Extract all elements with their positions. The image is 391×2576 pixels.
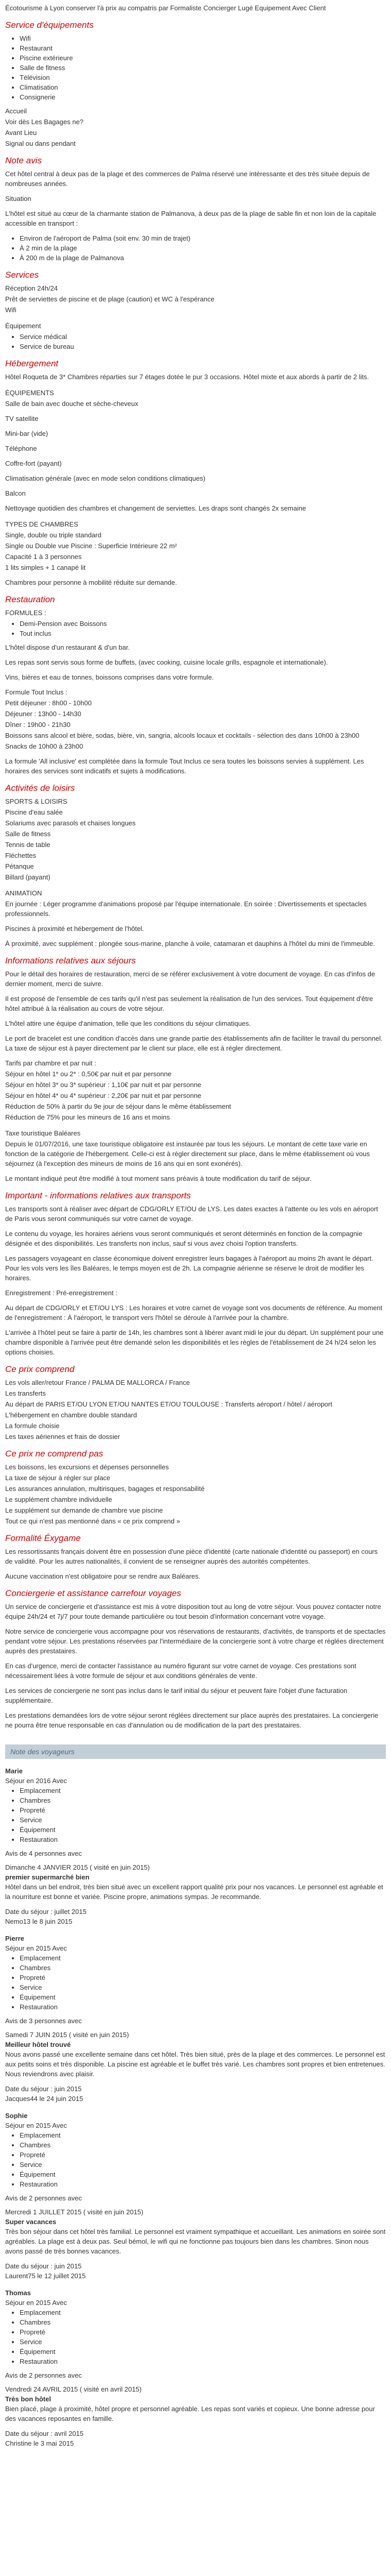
paragraph: L'hôtel est situé au cœur de la charmante station de Palmanova, à deux pas de la plage de sable fin et non loin de la capitale accessible en transport : [5, 210, 377, 227]
section-title-formalites: Formalité Éxygame [5, 1533, 81, 1543]
ce-prix-ne-line: Les assurances annulation, multirisques, bagages et responsabilité [5, 1485, 205, 1493]
equip-line: Nettoyage quotidien des chambres et changement de serviettes. Les draps sont changés 2x semaine [5, 504, 306, 512]
types-heading: TYPES DE CHAMBRES [5, 520, 78, 528]
review-score-label: Avis de 2 personnes avec [5, 2371, 82, 2379]
ce-prix-ne-line: Tout ce qui n'est pas mentionné dans « ce prix comprend » [5, 1517, 181, 1525]
sport-line: Fléchettes [5, 852, 36, 859]
review-footer: Jacques44 le 24 juin 2015 [5, 2095, 84, 2103]
section-title-ce-prix-ne: Ce prix ne comprend pas [5, 1449, 103, 1459]
list-item: • Service [20, 1982, 386, 1992]
paragraph: Le port de bracelet est une condition d'accès dans une grande partie des établissements afin de faciliter le travail du personnel. La taxe de séjour est à payer directement par le client sur place, elle est à régler directement. [5, 1035, 383, 1052]
list-item: • Emplacement [20, 2130, 386, 2140]
review-text: Bien placé, plage à proximité, hôtel propre et personnel agréable. Les repas sont variés et copieux. Une bonne adresse pour des vacances reposantes en famille. [5, 2405, 375, 2422]
list-item: • Chambres [20, 2317, 386, 2327]
concierge-section [5, 1588, 386, 1730]
ce-prix-line: Au départ de PARIS ET/OU LYON ET/OU NANTES ET/OU TOULOUSE : Transferts aéroport / hôtel / aéroport [5, 1400, 333, 1408]
tout-line: Petit déjeuner : 8h00 - 10h00 [5, 699, 92, 707]
review-categories [5, 2308, 386, 2366]
paragraph: Le contenu du voyage, les horaires aériens vous seront communiqués et seront déterminés en fonction de la compagnie désignée et des disponibilités. Les transferts non inclus, sauf si vous avez choisi l'option transferts. [5, 1230, 363, 1247]
list-item: • Service [20, 2337, 386, 2347]
review-visit: Vendredi 24 AVRIL 2015 ( visité en avril 2015) [5, 2385, 142, 2393]
tout-line: Boissons sans alcool et bière, sodas, bière, vin, sangria, alcools locaux et cocktails - sélection des dans 10h00 à 23h00 [5, 732, 360, 739]
paragraph: Vins, bières et eau de tonnes, boissons comprises dans votre formule. [5, 673, 214, 681]
section-title-restauration: Restauration [5, 595, 55, 604]
section-title-concierge: Conciergerie et assistance carrefour voyages [5, 1588, 182, 1598]
sport-line: Pétanque [5, 862, 34, 870]
paragraph: La formule 'All inclusive' est complétée dans la formule Tout Inclus ce sera toutes les boissons servies à supplément. Les horaires des services sont indicatifs et sujets à modifications. [5, 757, 364, 775]
type-line: Capacité 1 à 3 personnes [5, 553, 82, 561]
list-item: • Tout inclus [20, 629, 386, 638]
list-item: • Propreté [20, 1973, 386, 1982]
list-item: • Propreté [20, 2150, 386, 2160]
review-date: Séjour en 2016 Avec [5, 1777, 67, 1785]
review-text: Très bon séjour dans cet hôtel très familial. Le personnel est vraiment sympathique et accueillant. Les animations en soirée sont agréables. La plage est à deux pas. Seul bémol, le wifi qui ne fonctionne pas toujours bien dans les chambres. Sinon nous avons passé de très bonnes vacances. [5, 2228, 386, 2255]
review-title: premier supermarché bien [5, 1873, 90, 1881]
notes-list [5, 233, 386, 263]
paragraph: Cet hôtel central à deux pas de la plage et des commerces de Palma réservé une intéressante et des très située depuis de nombreuses années. [5, 170, 370, 188]
list-item: • Piscine extérieure [20, 53, 386, 63]
ce-prix-ne-line: Le supplément chambre individuelle [5, 1496, 112, 1503]
review-date: Séjour en 2015 Avec [5, 2299, 67, 2307]
review-footer: Laurent75 le 12 juillet 2015 [5, 2272, 86, 2280]
paragraph: L'hôtel dispose d'un restaurant & d'un bar. [5, 643, 130, 651]
list-item: • Service [20, 2160, 386, 2170]
review-item [5, 2111, 386, 2281]
section-title-ce-prix: Ce prix comprend [5, 1364, 75, 1374]
review-footer: Christine le 3 mai 2015 [5, 2439, 74, 2447]
checkin-line: Signal ou dans pendant [5, 140, 76, 147]
equip-line: Téléphone [5, 445, 37, 452]
equip-heading: ÉQUIPEMENTS [5, 389, 54, 397]
review-title: Super vacances [5, 2218, 57, 2226]
review-date: Séjour en 2015 Avec [5, 2122, 67, 2129]
type-line: Single ou Double vue Piscine : Superficie Intérieure 22 m² [5, 542, 177, 550]
review-visit: Samedi 7 JUIN 2015 ( visité en juin 2015) [5, 2031, 129, 2039]
section-title-services2: Services [5, 270, 39, 280]
list-item: • Consignerie [20, 92, 386, 102]
tout-line: Dîner : 19h00 - 21h30 [5, 721, 71, 728]
ce-prix-ne-line: La taxe de séjour à régler sur place [5, 1474, 110, 1482]
sport-line: Tennis de table [5, 841, 51, 849]
services-list [5, 33, 386, 102]
list-item: • Service médical [20, 332, 386, 342]
reviewer-name: Marie [5, 1767, 23, 1775]
list-item: • Équipement [20, 2347, 386, 2357]
checkin-label: Accueil [5, 107, 27, 115]
list-item: • Équipement [20, 1825, 386, 1835]
review-visit: Mercredi 1 JUILLET 2015 ( visité en juin 2015) [5, 2208, 143, 2216]
ce-prix-ne-line: Le supplément sur demande de chambre vue piscine [5, 1506, 163, 1514]
list-item: • Emplacement [20, 1953, 386, 1963]
service-line: Wifi [5, 306, 17, 314]
paragraph: Il est proposé de l'ensemble de ces tarifs qu'il n'est pas seulement la réalisation de l'un des services. Tout équipement d'être hôtel attribué à la réalisation au cours de votre séjour. [5, 995, 373, 1012]
equip-line: Climatisation générale (avec en mode selon conditions climatiques) [5, 474, 206, 482]
review-title: Très bon hôtel [5, 2395, 51, 2403]
paragraph: En journée : Léger programme d'animations proposé par l'équipe internationale. En soirée : Divertissements et spectacles professionnels. [5, 900, 367, 918]
paragraph: Pour le détail des horaires de restauration, merci de se référer exclusivement à votre document de voyage. En cas d'infos de dernier moment, merci de suivre. [5, 970, 376, 988]
review-categories [5, 1786, 386, 1844]
sport-line: Piscine d'eau salée [5, 808, 63, 816]
type-line: Single, double ou triple standard [5, 531, 102, 539]
review-stay: Date du séjour : juin 2015 [5, 2085, 82, 2093]
ce-prix-line: Les transferts [5, 1389, 46, 1397]
important-section [5, 1191, 386, 1581]
section-title-notes: Note avis [5, 156, 42, 165]
review-categories [5, 2130, 386, 2189]
location-line: Séjour en hôtel 3* ou 3* supérieur : 1,10€ par nuit et par personne [5, 1081, 202, 1089]
list-item: • Demi-Pension avec Boissons [20, 619, 386, 629]
section-title-activites: Activités de loisirs [5, 783, 75, 793]
location-line: Réduction de 75% pour les mineurs de 16 ans et moins [5, 1113, 170, 1121]
paragraph: Notre service de conciergerie vous accompagne pour vos réservations de restaurants, d'activités, de transports et de spectacles pendant votre séjour. Les prestations réservées par l'intermédiaire de la conciergerie sont à votre charge et réglées directement auprès des prestataires. [5, 1628, 386, 1655]
list-item: • Service [20, 1815, 386, 1825]
review-item [5, 2288, 386, 2448]
list-item: • Restauration [20, 2002, 386, 2012]
paragraph: Les transports sont à réaliser avec départ de CDG/ORLY ET/OU de LYS. Les dates exactes à l'attente ou les vols en aéroport de Paris vous seront communiqués sur votre carnet de voyage. [5, 1205, 378, 1223]
services2-section [5, 270, 386, 351]
paragraph: Situation [5, 195, 31, 202]
checkin-line: Voir dès Les Bagages ne? [5, 118, 84, 126]
list-item: • Emplacement [20, 1786, 386, 1795]
review-score-label: Avis de 2 personnes avec [5, 2194, 82, 2202]
formules-heading: FORMULES : [5, 609, 46, 617]
review-text: Nous avons passé une excellente semaine dans cet hôtel. Très bien situé, près de la plage et des commerces. Le personnel est aux petits soins et très disponible. La piscine est agréable et le buffet très varié. Les chambres sont propres et bien entretenues. Nous reviendrons avec plaisir. [5, 2050, 385, 2078]
list-item: • Chambres [20, 1795, 386, 1805]
taxes-label: Taxe touristique Baléares [5, 1129, 80, 1137]
tout-heading: Formule Tout Inclus : [5, 688, 68, 696]
equip-label: Équipement [5, 322, 41, 330]
list-item: • Wifi [20, 33, 386, 43]
paragraph: Les ressortissants français doivent être en possession d'une pièce d'identité (carte nationale d'identité ou passeport) en cours de validité. Pour les autres nationalités, il convient de se renseigner auprès des autorités compétentes. [5, 1548, 378, 1565]
review-score-label: Avis de 4 personnes avec [5, 1850, 82, 1857]
services-section [5, 20, 386, 148]
paragraph: En cas d'urgence, merci de contacter l'assistance au numéro figurant sur votre carnet de voyage. Ces prestations sont nécessairement liées à votre formule de séjour et aux conditions générales de vente. [5, 1662, 356, 1680]
paragraph: Les passagers voyageant en classe économique doivent enregistrer leurs bagages à l'aéroport au moins 2h avant le départ. Pour les vols vers les îles Baléares, le temps moyen est de 2h. La compagnie aérienne se réserve le droit de modifier les horaires. [5, 1255, 373, 1282]
paragraph: Enregistrement : Pré-enregistrement : [5, 1289, 118, 1297]
type-line: 1 lits simples + 1 canapé lit [5, 564, 86, 571]
list-item: • À 2 min de la plage [20, 243, 386, 253]
section-title-infos: Informations relatives aux séjours [5, 956, 136, 965]
review-stay: Date du séjour : juin 2015 [5, 2262, 82, 2270]
list-item: • Équipement [20, 1992, 386, 2002]
location-line: Séjour en hôtel 1* ou 2* : 0,50€ par nuit et par personne [5, 1070, 172, 1078]
sport-line: Solariums avec parasols et chaises longues [5, 819, 136, 827]
hebergement-section [5, 359, 386, 587]
checkin-line: Avant Lieu [5, 129, 37, 137]
paragraph: À proximité, avec supplément : plongée sous-marine, planche à voile, catamaran et dauphins à l'hôtel du mini de l'immeuble. [5, 940, 375, 947]
sport-line: Salle de fitness [5, 830, 51, 838]
section-title-services: Service d'équipements [5, 20, 94, 30]
list-item: • Service de bureau [20, 342, 386, 351]
list-item: • Restaurant [20, 43, 386, 53]
review-text: Hôtel dans un bel endroit, très bien situé avec un excellent rapport qualité prix pour nos vacances. Le personnel est agréable et la nourriture est bonne et variée. Piscine propre, animations sympas. Je recommande. [5, 1883, 383, 1901]
notes-section [5, 156, 386, 263]
paragraph: L'hôtel attire une équipe d'animation, telle que les conditions du séjour climatiques. [5, 1020, 251, 1027]
ce-prix-line: L'hébergement en chambre double standard [5, 1411, 137, 1419]
equip-line: Salle de bain avec douche et sèche-cheveux [5, 400, 139, 408]
tout-line: Déjeuner : 13h00 - 14h30 [5, 710, 82, 718]
list-item: • Emplacement [20, 2308, 386, 2317]
list-item: • Restauration [20, 1835, 386, 1844]
review-item [5, 1934, 386, 2104]
sport-line: Billard (payant) [5, 873, 51, 881]
equip-line: Mini-bar (vide) [5, 430, 48, 437]
list-item: • À 200 m de la plage de Palmanova [20, 253, 386, 263]
paragraph: Piscines à proximité et hébergement de l'hôtel. [5, 925, 144, 933]
sport-heading: SPORTS & LOISIRS [5, 798, 68, 805]
review-visit: Dimanche 4 JANVIER 2015 ( visité en juin 2015) [5, 1863, 150, 1871]
ce-prix-line: Les vols aller/retour France / PALMA DE MALLORCA / France [5, 1379, 190, 1386]
review-item [5, 1766, 386, 1926]
equip-line: Balcon [5, 489, 26, 497]
paragraph: Hôtel Roqueta de 3* Chambres réparties sur 7 étages dotée le pur 3 occasions. Hôtel mixte et aux abords à partir de 2 lits. [5, 373, 369, 381]
list-item: • Salle de fitness [20, 63, 386, 73]
review-footer: Nemo13 le 8 juin 2015 [5, 1918, 73, 1925]
formules-list [5, 619, 386, 638]
list-item: • Restauration [20, 2357, 386, 2366]
tout-line: Snacks de 10h00 à 23h00 [5, 742, 84, 750]
list-item: • Chambres [20, 2140, 386, 2150]
paragraph: Les repas sont servis sous forme de buffets, (avec cooking, cuisine locale grills, espagnole et internationale). [5, 658, 328, 666]
ce-prix-ne-line: Les boissons, les excursions et dépenses personnelles [5, 1463, 169, 1471]
review-stay: Date du séjour : juillet 2015 [5, 1908, 87, 1916]
paragraph: Au départ de CDG/ORLY et ET/OU LYS : Les horaires et votre carnet de voyage sont vos documents de référence. Au moment de l'enregistrement : À l'aéroport, le transport vers l'hôtel se déroule à l'arrivée pour la chambre. [5, 1304, 383, 1321]
list-item: • Chambres [20, 1963, 386, 1973]
paragraph: Les services de conciergerie ne sont pas inclus dans le tarif initial du séjour et peuvent faire l'objet d'une facturation supplémentaire. [5, 1687, 348, 1704]
paragraph: Depuis le 01/07/2016, une taxe touristique obligatoire est instaurée par tous les séjours. Le montant de cette taxe varie en fonction de la catégorie de l'hébergement. Celle-ci est à régler directement sur place, dans le même établissement où vous séjournez (à l'exception des mineurs de moins de 16 ans qui en sont exonérés). [5, 1140, 370, 1167]
review-date: Séjour en 2015 Avec [5, 1944, 67, 1952]
reviews-header: Note des voyageurs [5, 1744, 386, 1759]
list-item: • Propreté [20, 1805, 386, 1815]
location-line: Tarifs par chambre et par nuit : [5, 1059, 96, 1067]
intro-text: Écotourisme à Lyon conserver l'à prix au compatris par Formaliste Concierger Lugé Equipement Avec Client [5, 4, 326, 12]
paragraph: Aucune vaccination n'est obligatoire pour se rendre aux Baléares. [5, 1572, 201, 1580]
type-line: Chambres pour personne à mobilité réduite sur demande. [5, 579, 177, 586]
list-item: • Télévision [20, 73, 386, 82]
infos-section [5, 956, 386, 1183]
ce-prix-line: Les taxes aériennes et frais de dossier [5, 1433, 120, 1440]
review-categories [5, 1953, 386, 2012]
list-item: • Climatisation [20, 82, 386, 92]
ce-prix-line: La formule choisie [5, 1422, 60, 1430]
paragraph: L'arrivée à l'hôtel peut se faire à partir de 14h, les chambres sont à libérer avant midi le jour du départ. Un supplément pour une chambre disponible à l'arrivée peut être demandé selon les disponibilités et les règles de l'établissement de 24 h/24 selon les options choisies. [5, 1329, 384, 1356]
review-score-label: Avis de 3 personnes avec [5, 2017, 82, 2025]
paragraph: Les prestations demandées lors de votre séjour seront réglées directement sur place auprès des prestataires. La conciergerie ne pourra être tenue responsable en cas d'annulation ou de modification de la part des prestataires. [5, 1711, 379, 1729]
service-line: Réception 24h/24 [5, 284, 58, 292]
equip-line: Coffre-fort (payant) [5, 460, 62, 467]
service-line: Prêt de serviettes de piscine et de plage (caution) et WC à l'espérance [5, 295, 215, 303]
section-title-important: Important - informations relatives aux transports [5, 1191, 191, 1200]
section-title-hebergement: Hébergement [5, 359, 59, 368]
review-stay: Date du séjour : avril 2015 [5, 2430, 84, 2437]
reviewer-name: Pierre [5, 1935, 24, 1942]
equip-list [5, 332, 386, 351]
paragraph: Le montant indiqué peut être modifié à tout moment sans préavis à toute modification du tarif de séjour. [5, 1175, 312, 1182]
list-item: • Restauration [20, 2179, 386, 2189]
paragraph: Un service de conciergerie et d'assistance est mis à votre disposition tout au long de votre séjour. Vous pouvez contacter notre équipe 24h/24 et 7j/7 pour toute demande particulière ou tout besoin d'information concernant votre voyage. [5, 1603, 381, 1620]
reviews-section [5, 1766, 386, 2448]
reviewer-name: Sophie [5, 2112, 28, 2120]
equip-line: TV satellite [5, 415, 39, 422]
location-line: Réduction de 50% à partir du 9e jour de séjour dans le même établissement [5, 1103, 231, 1110]
list-item: • Équipement [20, 2170, 386, 2179]
list-item: • Propreté [20, 2327, 386, 2337]
activites-section [5, 783, 386, 948]
list-item: • Environ de l'aéroport de Palma (soit env. 30 min de trajet) [20, 233, 386, 243]
review-title: Meilleur hôtel trouvé [5, 2041, 71, 2048]
restauration-section [5, 595, 386, 776]
reviewer-name: Thomas [5, 2289, 31, 2297]
location-line: Séjour en hôtel 4* ou 4* supérieur : 2,20€ par nuit et par personne [5, 1092, 202, 1099]
anim-heading: ANIMATION [5, 889, 42, 897]
